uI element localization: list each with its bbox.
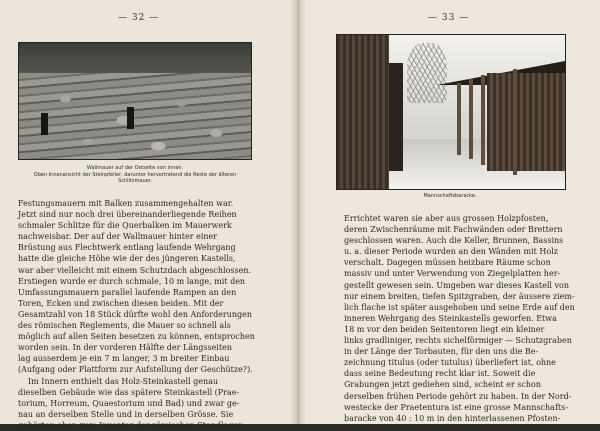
- body-text: [344, 213, 594, 424]
- text-line: schmaler Schlitze für die Querbalken im Mauerwerk: [18, 221, 232, 231]
- photo-post: [457, 83, 461, 155]
- photo-barrack-wall-left: [337, 35, 389, 189]
- text-line: nur einem breiten, tiefen Spitzgraben, der äussere ziem-: [344, 291, 575, 301]
- text-line: (Aufgang oder Plattform zur Aufstellung der Geschütze?).: [18, 365, 253, 375]
- text-line: Toren, Ecken und zwischen diesen beiden. Mit der: [18, 298, 224, 308]
- text-line: möglich auf allen Seiten besetzen zu können, entsprochen: [18, 332, 255, 342]
- text-line: 18 m vor den beiden Seitentoren liegt ein kleiner: [344, 324, 545, 334]
- photo-caption-title: Mannschaftsbaracke.: [423, 193, 477, 199]
- text-line: torium, Horreum, Quaestorium und Bad) und zwar ge-: [18, 398, 240, 408]
- text-line: lag ausserdem je ein 7 m langer, 3 m breiter Einbau: [18, 354, 230, 364]
- text-line: baracke von 40 : 10 m in den hinterlassenen Pfosten-: [344, 413, 561, 423]
- photo-beam-slot: [127, 107, 134, 129]
- text-line: geschlossen waren. Auch die Keller, Brunnen, Bassins: [344, 236, 564, 246]
- text-line: in der Länge der Torbauten, für den uns die Be-: [344, 347, 539, 357]
- text-line: gehörten eben zum Inventar der römischen Standlager.: [18, 420, 244, 430]
- right-page: [300, 0, 600, 424]
- text-line: verschalt. Dagegen müssen heizbare Räume schon: [344, 258, 551, 268]
- text-line: deren Zwischenräume mit Fachwänden oder Brettern: [344, 225, 563, 235]
- text-line: lich flache ist später ausgehoben und seine Erde auf den: [344, 302, 575, 312]
- text-line: links gradliniger, rechts sichelförmiger — Schutzgraben: [344, 336, 572, 346]
- photo-caption-title: Wallmauer auf der Ostseite von innen.: [86, 165, 184, 171]
- wall-photo: [18, 42, 252, 160]
- text-line: Errichtet waren sie aber aus grossen Holzpfosten,: [344, 214, 549, 223]
- text-line: des römischen Reglements, die Mauer so schnell als: [18, 321, 231, 331]
- body-text: [18, 198, 268, 431]
- text-line: derselben frühen Periode gehört zu haben. In der Nord-: [344, 391, 572, 401]
- photo-barrack-wall-right: [487, 73, 565, 171]
- text-line: Im Innern enthielt das Holz-Steinkastell genau: [28, 376, 219, 386]
- text-line: Jetzt sind nur noch drei übereinanderliegende Reihen: [18, 210, 237, 220]
- text-line: dass seine Bedeutung recht klar ist. Soweit die: [344, 369, 536, 379]
- photo-tree: [407, 43, 447, 103]
- photo-stone-wall: [19, 73, 251, 159]
- text-line: Erstiegen wurde er durch schmale, 10 m lange, mit den: [18, 276, 246, 286]
- text-line: Grabungen jetzt gediehen sind, scheint er schon: [344, 380, 541, 390]
- text-line: massiv und unter Verwendung von Ziegelplatten her-: [344, 269, 561, 279]
- text-line: gestellt gewesen sein. Umgeben war dieses Kastell von: [344, 280, 569, 290]
- text-line: Gesamtzahl von 18 Stück dürfte wohl den Anforderungen: [18, 309, 253, 319]
- text-line: u. a. dieser Periode wurden an den Wänden mit Holz: [344, 247, 558, 257]
- photo-post: [481, 75, 485, 165]
- photo-beam-slot: [41, 113, 48, 135]
- photo-barrack-wall-left: [389, 63, 403, 171]
- text-line: Festungsmauern mit Balken zusammengehalten war.: [18, 199, 234, 208]
- page-number: — 32 —: [118, 13, 160, 23]
- text-line: zeichnung titulus (oder tutulus) überliefert ist, ohne: [344, 358, 556, 368]
- book-gutter: [290, 0, 306, 424]
- text-line: worden sein. In der vorderen Hälfte der Längsseiten: [18, 343, 232, 353]
- text-line: Brüstung aus Flechtwerk entlang laufende Wehrgang: [18, 243, 236, 253]
- photo-post: [513, 69, 517, 175]
- text-line: dieselben Gebäude wie das spätere Steinkastell (Prae-: [18, 387, 240, 397]
- left-page: [0, 0, 296, 430]
- text-line: westecke der Praetentura ist eine grosse Mannschafts-: [344, 402, 568, 412]
- barracks-photo: [336, 34, 566, 190]
- text-line: nau an derselben Stelle und in derselben Grösse. Sie: [18, 409, 234, 419]
- text-line: nachweisbar. Der auf der Wallmauer hinter einer: [18, 232, 218, 242]
- page-number: — 33 —: [428, 13, 470, 23]
- text-line: Umfassungsmauern parallel laufende Rampen an den: [18, 287, 237, 297]
- text-line: war aber vielleicht mit einem Schutzdach abgeschlossen.: [18, 265, 252, 275]
- text-line: hatte die gleiche Höhe wie der des jüngeren Kastells,: [18, 254, 236, 264]
- text-line: inneren Wehrgang des Steinkastells geworfen. Etwa: [344, 313, 557, 323]
- photo-post: [469, 79, 473, 159]
- photo-caption-detail: Oben Innenansicht der Steinpfeiler, darunter hervortretend die Reste der älteren Schlitzmauer.: [33, 172, 237, 184]
